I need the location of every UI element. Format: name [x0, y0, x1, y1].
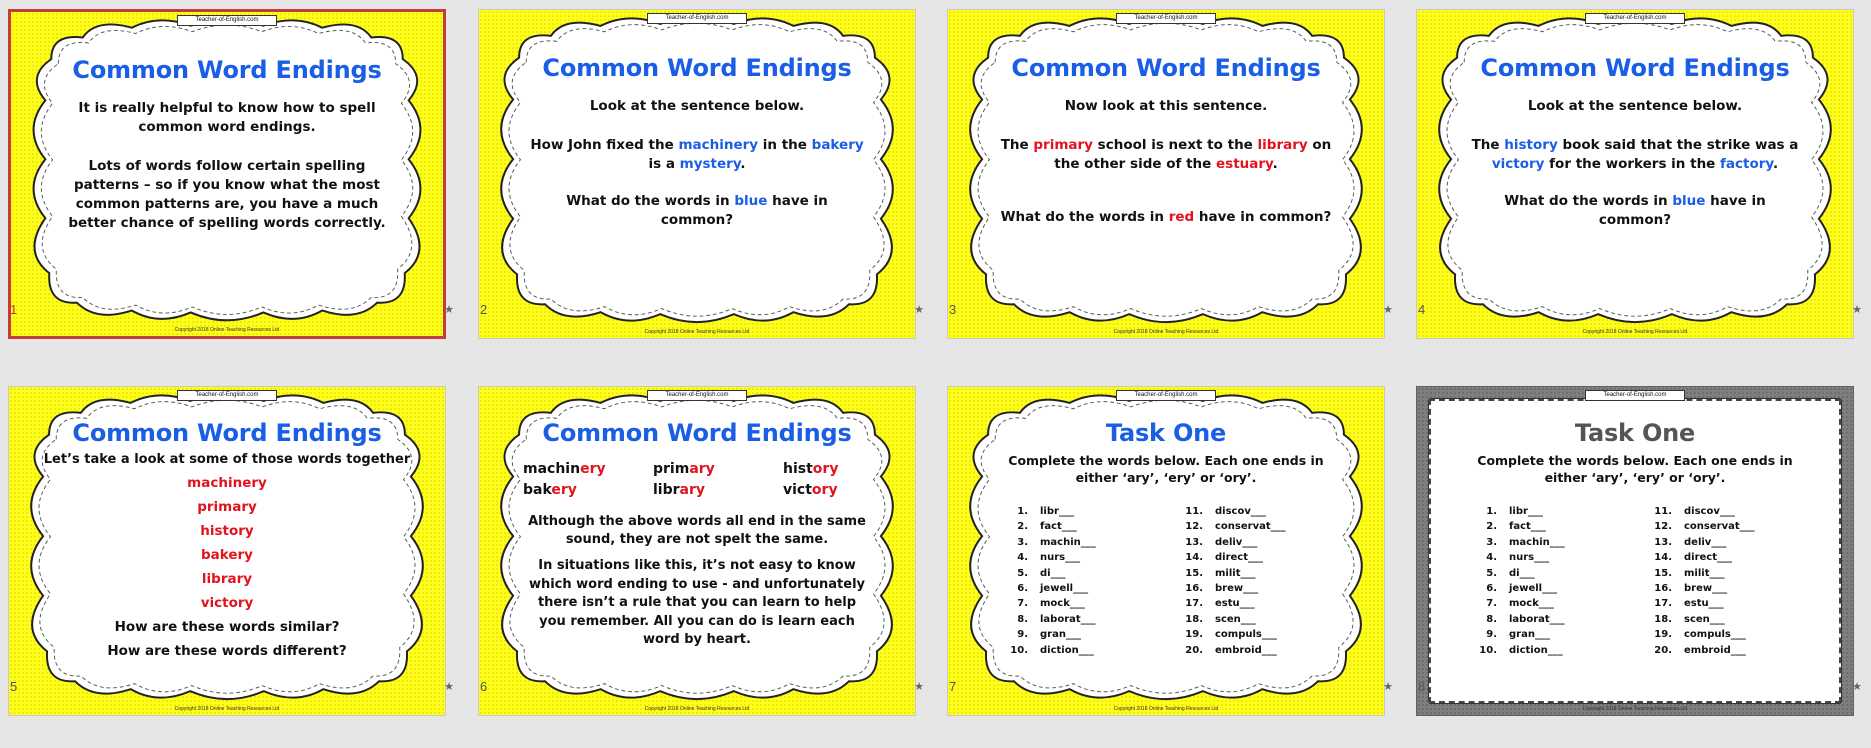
question — [529, 192, 865, 230]
sentence — [998, 136, 1334, 174]
list-item: brew___ — [1215, 583, 1259, 595]
copyright: Copyright 2018 Online Teaching Resources Ltd — [1113, 706, 1219, 712]
paragraph: Now look at this sentence. — [1064, 98, 1268, 114]
slide-3[interactable] — [947, 9, 1385, 339]
list-item: milit___ — [1215, 567, 1256, 579]
word-list-right: 11. discov___ 12. conservat___ 13. deliv___ 14. direct___ 15. milit___ 16. brew___ 17. estu___ 18. scen___ 19. compuls___ 20. embroid___ — [1650, 504, 1755, 658]
list-item: diction___ — [1040, 644, 1094, 656]
text: . — [1772, 156, 1779, 172]
list-item: libr___ — [1040, 506, 1074, 517]
list-item: fact___ — [1509, 521, 1546, 533]
text: book said that the strike was a — [1557, 137, 1799, 153]
copyright: Copyright 2018 Online Teaching Resources Ltd — [1582, 706, 1688, 712]
highlight-word: blue — [734, 193, 768, 209]
copyright: Copyright 2018 Online Teaching Resources Ltd — [644, 329, 750, 335]
slide-thumbnail-1[interactable] — [8, 9, 454, 369]
grid-word: primary — [653, 461, 715, 477]
list-item: nurs___ — [1040, 552, 1081, 564]
list-item: di___ — [1509, 567, 1535, 579]
text: What do the words in — [1000, 209, 1169, 225]
slide-thumbnail-5[interactable] — [8, 386, 454, 746]
question — [998, 208, 1334, 227]
star-icon[interactable]: ★ — [1383, 303, 1393, 316]
text: How John fixed the — [530, 137, 679, 153]
highlight-word: factory — [1720, 156, 1773, 172]
header-tag: Teacher-of-English.com — [647, 390, 747, 401]
slide-title: Common Word Endings — [72, 419, 382, 447]
slide-5[interactable] — [8, 386, 446, 716]
star-icon[interactable]: ★ — [444, 680, 454, 693]
highlight-word: mystery — [679, 156, 741, 172]
star-icon[interactable]: ★ — [1383, 680, 1393, 693]
copyright: Copyright 2018 Online Teaching Resources Ltd — [174, 706, 280, 712]
copyright: Copyright 2018 Online Teaching Resources Ltd — [644, 706, 750, 712]
text: What do the words in — [566, 193, 735, 209]
slide-title: Task One — [1105, 419, 1227, 447]
slide-title: Common Word Endings — [72, 56, 382, 84]
word-list-right: 11. discov___ 12. conservat___ 13. deliv___ 14. direct___ 15. milit___ 16. brew___ 17. estu___ 18. scen___ 19. compuls___ 20. embroid___ — [1181, 504, 1286, 658]
word: history — [200, 523, 254, 539]
list-item: mock___ — [1040, 598, 1085, 610]
text: on the other side of the — [1054, 137, 1332, 172]
highlight-word: red — [1168, 209, 1195, 225]
paragraph: In situations like this, it’s not easy to know which word ending to use - and unfortunately there isn’t a rule that you can learn to help you remember. All you can do is learn each word by heart. — [528, 558, 866, 647]
list-item: scen___ — [1684, 613, 1725, 625]
word: primary — [197, 499, 257, 515]
copyright: Copyright 2018 Online Teaching Resources Ltd — [1113, 329, 1219, 335]
grid-word: history — [783, 461, 839, 477]
slide-4[interactable] — [1416, 9, 1854, 339]
list-item: compuls___ — [1215, 629, 1277, 641]
list-item: machin___ — [1509, 536, 1565, 548]
text: . — [1272, 156, 1278, 172]
list-item: embroid___ — [1684, 644, 1746, 656]
list-item: embroid___ — [1215, 644, 1277, 656]
slide-thumbnail-3[interactable] — [947, 9, 1393, 369]
word-list-left: 1. libr___ 2. fact___ 3. machin___ 4. nurs___ 5. di___ 6. jewell___ 7. mock___ 8. laborat___ 9. gran___ 10. diction___ — [1475, 504, 1565, 658]
list-item: jewell___ — [1509, 583, 1558, 595]
slide-title: Common Word Endings — [542, 54, 852, 82]
slide-number: 7 — [949, 679, 957, 694]
highlight-word: machinery — [678, 137, 759, 153]
list-item: brew___ — [1684, 583, 1728, 595]
slide-number: 5 — [10, 679, 18, 694]
copyright: Copyright 2018 Online Teaching Resources Ltd — [1582, 329, 1688, 335]
list-item: discov___ — [1684, 506, 1735, 517]
paragraph: Look at the sentence below. — [1527, 98, 1743, 114]
slide-number: 4 — [1418, 302, 1426, 317]
list-item: fact___ — [1040, 521, 1077, 533]
list-item: diction___ — [1509, 644, 1563, 656]
paragraph: Let’s take a look at some of those words together — [43, 452, 411, 467]
star-icon[interactable]: ★ — [444, 303, 454, 316]
slide-2[interactable] — [478, 9, 916, 339]
word: machinery — [187, 475, 267, 491]
question — [1467, 192, 1803, 230]
list-item: discov___ — [1215, 506, 1266, 517]
list-item: estu___ — [1215, 598, 1255, 610]
slide-title: Task One — [1574, 419, 1696, 447]
header-tag: Teacher-of-English.com — [177, 390, 277, 401]
list-item: estu___ — [1684, 598, 1724, 610]
text: have in common? — [1598, 193, 1766, 228]
slide-thumbnail-7[interactable] — [947, 386, 1393, 746]
text: . — [740, 156, 746, 172]
word: bakery — [200, 547, 253, 563]
list-item: direct___ — [1215, 552, 1264, 564]
word-list-left: 1. libr___ 2. fact___ 3. machin___ 4. nurs___ 5. di___ 6. jewell___ 7. mock___ 8. laborat___ 9. gran___ 10. diction___ — [1006, 504, 1096, 658]
text: have in common? — [660, 193, 828, 228]
list-item: di___ — [1040, 567, 1066, 579]
grid-word: machinery — [523, 461, 606, 477]
grid-word: victory — [783, 482, 838, 498]
text: The — [1000, 137, 1034, 153]
list-item: deliv___ — [1684, 536, 1727, 548]
paragraph: It is really helpful to know how to spell common word endings. — [78, 100, 376, 135]
list-item: scen___ — [1215, 613, 1256, 625]
star-icon[interactable]: ★ — [1852, 680, 1862, 693]
slide-6[interactable] — [478, 386, 916, 716]
header-tag: Teacher-of-English.com — [1116, 390, 1216, 401]
word: library — [201, 571, 253, 587]
slide-thumbnail-2[interactable] — [478, 9, 924, 369]
star-icon[interactable]: ★ — [914, 680, 924, 693]
paragraph: Although the above words all end in the same sound, they are not spelt the same. — [528, 514, 866, 547]
highlight-word: history — [1504, 137, 1558, 153]
slide-number: 1 — [10, 302, 18, 317]
slide-thumbnail-6[interactable] — [478, 386, 924, 746]
list-item: compuls___ — [1684, 629, 1746, 641]
slide-title: Common Word Endings — [1480, 54, 1790, 82]
sentence — [1467, 136, 1803, 174]
slide-title: Common Word Endings — [1011, 54, 1321, 82]
highlight-word: victory — [1491, 156, 1545, 172]
list-item: mock___ — [1509, 598, 1554, 610]
list-item: laborat___ — [1040, 613, 1096, 625]
word: victory — [200, 595, 254, 611]
star-icon[interactable]: ★ — [914, 303, 924, 316]
list-item: libr___ — [1509, 506, 1543, 517]
slide-title: Common Word Endings — [542, 419, 852, 447]
highlight-word: blue — [1672, 193, 1706, 209]
list-item: jewell___ — [1040, 583, 1089, 595]
list-item: conservat___ — [1684, 521, 1755, 533]
list-item: laborat___ — [1509, 613, 1565, 625]
text: school is next to the — [1092, 137, 1258, 153]
highlight-word: estuary — [1216, 156, 1273, 172]
list-item: gran___ — [1509, 629, 1550, 641]
highlight-word: library — [1257, 137, 1308, 153]
header-tag: Teacher-of-English.com — [1116, 13, 1216, 24]
header-tag: Teacher-of-English.com — [647, 13, 747, 24]
question: How are these words different? — [107, 643, 347, 659]
slide-number: 6 — [480, 679, 488, 694]
paragraph: Lots of words follow certain spelling patterns – so if you know what the most common patterns are, you have a much better chance of spelling words correctly. — [68, 158, 386, 231]
header-tag: Teacher-of-English.com — [177, 15, 277, 26]
slide-thumbnail-4[interactable] — [1416, 9, 1862, 369]
header-tag: Teacher-of-English.com — [1585, 13, 1685, 24]
highlight-word: primary — [1033, 137, 1093, 153]
slide-1[interactable] — [8, 9, 446, 339]
slide-number: 3 — [949, 302, 957, 317]
text: is a — [648, 156, 680, 172]
list-item: machin___ — [1040, 536, 1096, 548]
text: What do the words in — [1504, 193, 1673, 209]
list-item: deliv___ — [1215, 536, 1258, 548]
list-item: conservat___ — [1215, 521, 1286, 533]
instructions: Complete the words below. Each one ends in either ‘ary’, ‘ery’ or ‘ory’. — [1008, 453, 1324, 485]
text: The — [1471, 137, 1505, 153]
list-item: nurs___ — [1509, 552, 1550, 564]
paragraph: Look at the sentence below. — [589, 98, 805, 114]
slide-number: 8 — [1418, 679, 1426, 694]
grid-word: library — [653, 482, 706, 498]
instructions: Complete the words below. Each one ends in either ‘ary’, ‘ery’ or ‘ory’. — [1477, 453, 1793, 485]
text: in the — [758, 137, 812, 153]
list-item: direct___ — [1684, 552, 1733, 564]
highlight-word: bakery — [811, 137, 864, 153]
sentence — [529, 136, 865, 174]
slide-number: 2 — [480, 302, 488, 317]
header-tag: Teacher-of-English.com — [1585, 390, 1685, 401]
slide-thumbnail-8[interactable] — [1416, 386, 1862, 746]
grid-word: bakery — [523, 482, 577, 498]
copyright: Copyright 2018 Online Teaching Resources Ltd — [174, 327, 280, 333]
slide-8[interactable] — [1416, 386, 1854, 716]
star-icon[interactable]: ★ — [1852, 303, 1862, 316]
text: have in common? — [1194, 209, 1332, 225]
question: How are these words similar? — [114, 619, 340, 635]
list-item: gran___ — [1040, 629, 1081, 641]
list-item: milit___ — [1684, 567, 1725, 579]
text: for the workers in the — [1544, 156, 1721, 172]
slide-7[interactable] — [947, 386, 1385, 716]
